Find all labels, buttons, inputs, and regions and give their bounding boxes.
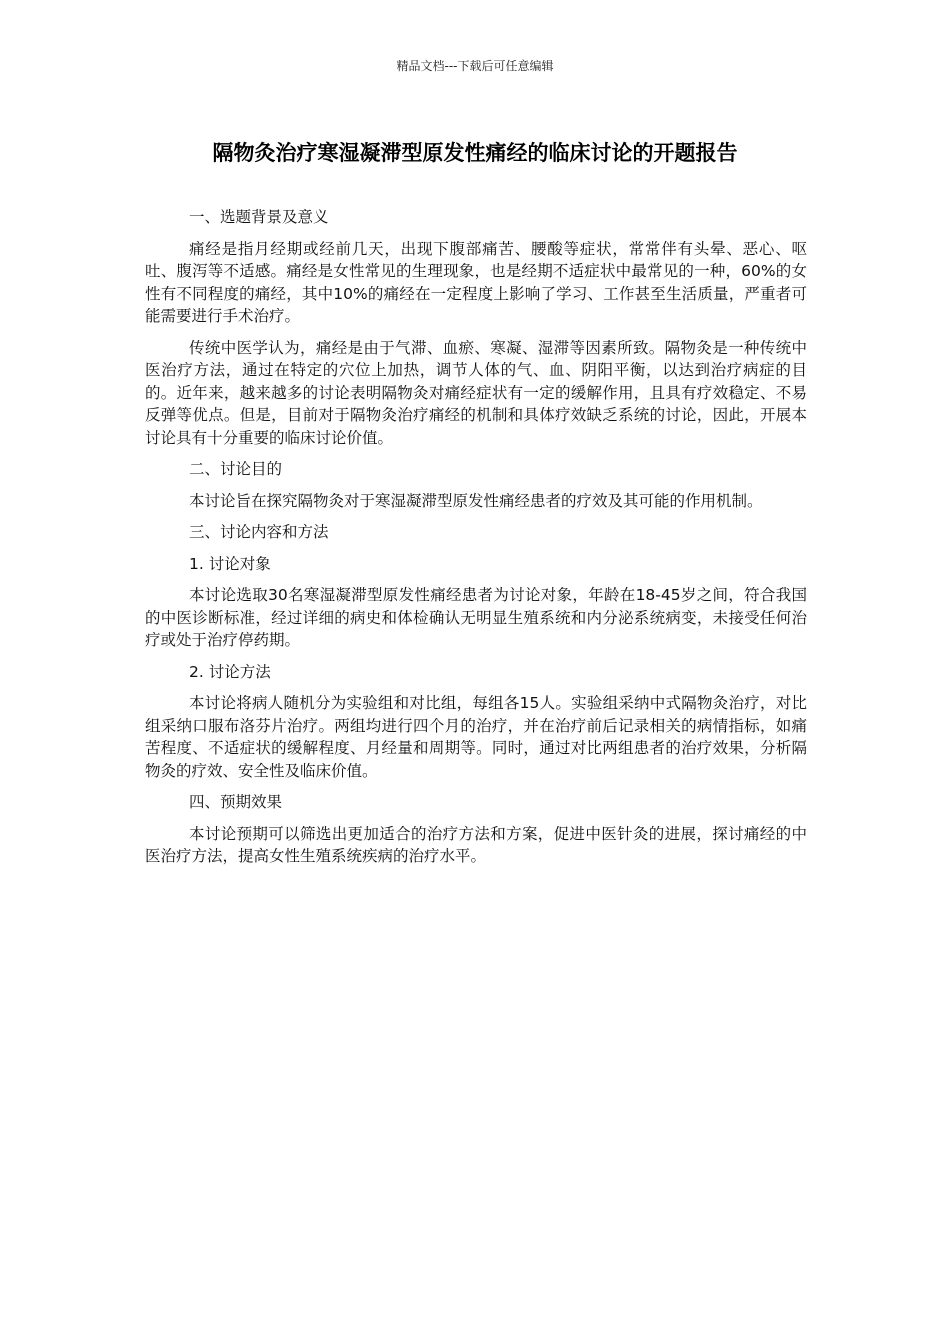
section-heading-expected-results: 四、预期效果 bbox=[189, 793, 283, 811]
section-heading-background: 一、选题背景及意义 bbox=[189, 208, 329, 226]
page-header: 精品文档---下载后可任意编辑 bbox=[396, 59, 554, 73]
section-heading-purpose: 二、讨论目的 bbox=[189, 460, 283, 478]
paragraph-background-1: 痛经是指月经期或经前几天，出现下腹部痛苦、腰酸等症状，常常伴有头晕、恶心、呕吐、腹泻等不适感。痛经是女性常见的生理现象，也是经期不适症状中最常见的一种，60%的女性有不同程度的痛经，其中10%的痛经在一定程度上影响了学习、工作甚至生活质量，严重者可能需要进行手术治疗。 bbox=[145, 239, 807, 325]
section-heading-content-methods: 三、讨论内容和方法 bbox=[189, 523, 329, 541]
paragraph-expected-results: 本讨论预期可以筛选出更加适合的治疗方法和方案，促进中医针灸的进展，探讨痛经的中医治疗方法，提高女性生殖系统疾病的治疗水平。 bbox=[145, 824, 807, 865]
document-body bbox=[145, 206, 807, 877]
paragraph-background-2: 传统中医学认为，痛经是由于气滞、血瘀、寒凝、湿滞等因素所致。隔物灸是一种传统中医治疗方法，通过在特定的穴位上加热，调节人体的气、血、阴阳平衡，以达到治疗病症的目的。近年来，越来越多的讨论表明隔物灸对痛经症状有一定的缓解作用，且具有疗效稳定、不易反弹等优点。但是，目前对于隔物灸治疗痛经的机制和具体疗效缺乏系统的讨论，因此，开展本讨论具有十分重要的临床讨论价值。 bbox=[145, 338, 807, 447]
subsection-heading-methods: 2. 讨论方法 bbox=[189, 662, 271, 681]
paragraph-methods: 本讨论将病人随机分为实验组和对比组，每组各15人。实验组采纳中式隔物灸治疗，对比组采纳口服布洛芬片治疗。两组均进行四个月的治疗，并在治疗前后记录相关的病情指标，如痛苦程度、不适症状的缓解程度、月经量和周期等。同时，通过对比两组患者的治疗效果，分析隔物灸的疗效、安全性及临床价值。 bbox=[145, 694, 807, 780]
document-title: 隔物灸治疗寒湿凝滞型原发性痛经的临床讨论的开题报告 bbox=[212, 141, 738, 165]
paragraph-purpose: 本讨论旨在探究隔物灸对于寒湿凝滞型原发性痛经患者的疗效及其可能的作用机制。 bbox=[189, 491, 763, 510]
paragraph-subjects: 本讨论选取30名寒湿凝滞型原发性痛经患者为讨论对象，年龄在18-45岁之间，符合我国的中医诊断标准，经过详细的病史和体检确认无明显生殖系统和内分泌系统病变，未接受任何治疗或处于治疗停药期。 bbox=[145, 586, 807, 649]
subsection-heading-subjects: 1. 讨论对象 bbox=[189, 554, 271, 573]
